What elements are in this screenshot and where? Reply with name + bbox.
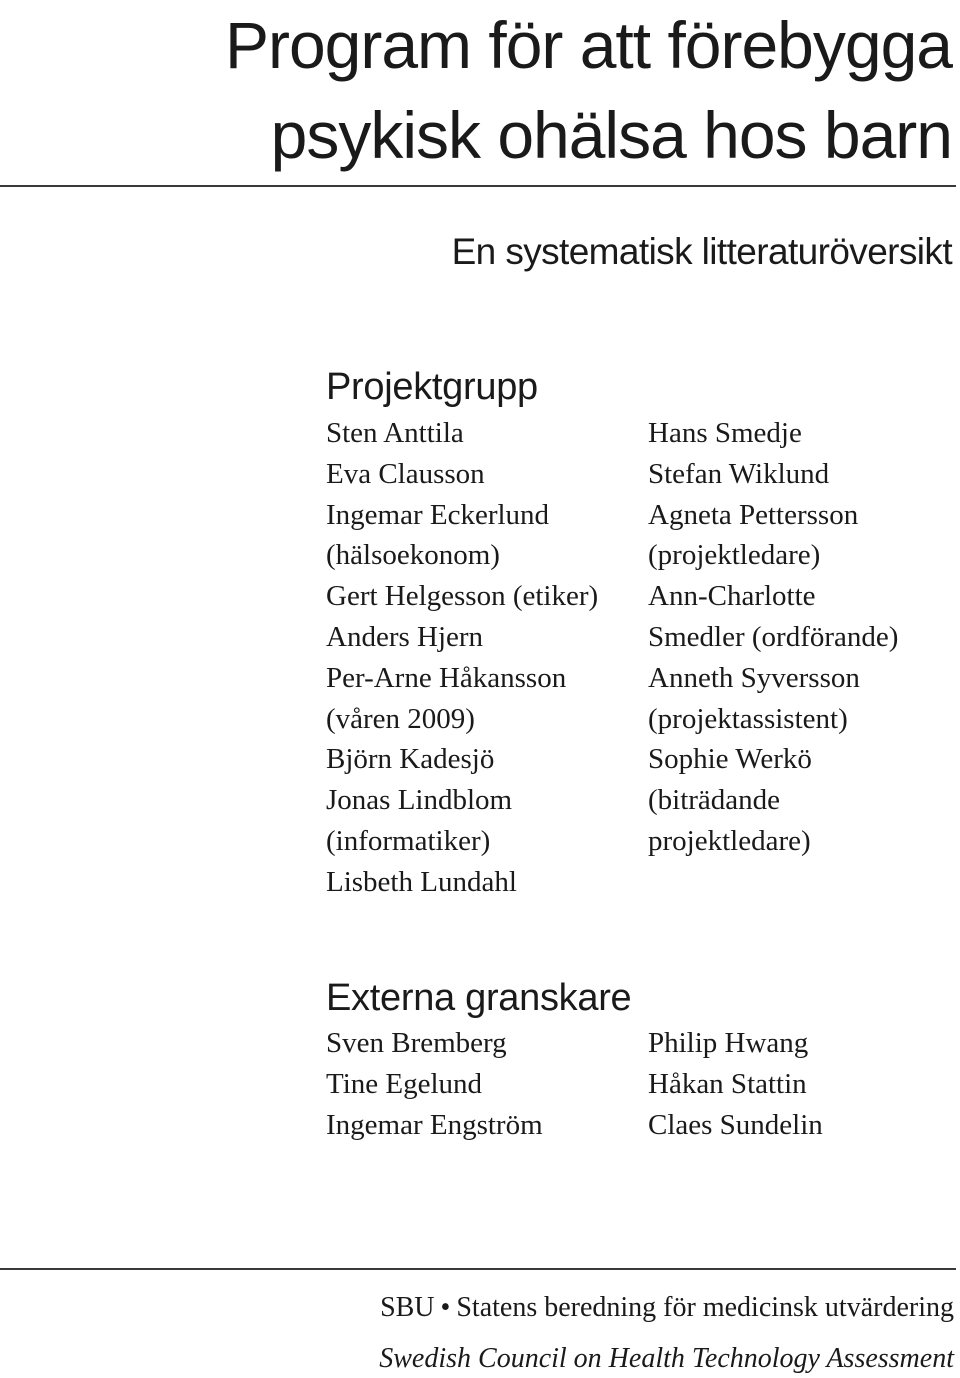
member-line: Stefan Wiklund xyxy=(648,457,830,490)
externa-granskare-right-column xyxy=(648,1023,823,1145)
title-line-2: psykisk ohälsa hos barn xyxy=(270,98,952,172)
member-line: (våren 2009) xyxy=(326,702,475,735)
member-line: Sophie Werkö xyxy=(648,743,812,776)
org-name-swedish: Statens beredning för medicinsk utvärdering xyxy=(456,1292,954,1323)
projektgrupp-right-column xyxy=(648,413,898,862)
reviewer-line: Tine Egelund xyxy=(326,1067,483,1100)
member-line: (projektassistent) xyxy=(648,702,848,735)
member-line: (projektledare) xyxy=(648,539,821,572)
member-line: projektledare) xyxy=(648,824,811,857)
member-line: Ingemar Eckerlund xyxy=(326,498,550,531)
bottom-divider xyxy=(0,1268,956,1270)
member-line: (biträdande xyxy=(648,784,781,817)
document-title xyxy=(225,0,952,180)
externa-granskare-heading: Externa granskare xyxy=(326,977,632,1019)
org-abbreviation: SBU xyxy=(380,1292,435,1323)
member-line: Sten Anttila xyxy=(326,417,464,449)
member-line: Per-Arne Håkansson xyxy=(326,661,567,694)
member-line: Anneth Syversson xyxy=(648,661,860,694)
externa-granskare-left-column xyxy=(326,1023,543,1145)
title-line-1: Program för att förebygga xyxy=(224,8,952,82)
member-line: Gert Helgesson (etiker) xyxy=(326,580,599,613)
member-line: Agneta Pettersson xyxy=(648,498,859,531)
member-line: Björn Kadesjö xyxy=(326,743,495,776)
reviewer-line: Ingemar Engström xyxy=(326,1108,543,1141)
member-line: Lisbeth Lundahl xyxy=(326,865,517,898)
member-line: Eva Clausson xyxy=(326,457,485,490)
reviewer-line: Håkan Stattin xyxy=(648,1067,807,1100)
publisher-line xyxy=(380,1289,954,1327)
member-line: Smedler (ordförande) xyxy=(648,620,899,653)
reviewer-line: Philip Hwang xyxy=(648,1027,809,1059)
member-line: Hans Smedje xyxy=(648,417,802,449)
reviewer-line: Sven Bremberg xyxy=(326,1027,507,1059)
projektgrupp-heading: Projektgrupp xyxy=(326,366,538,408)
projektgrupp-left-column xyxy=(326,413,598,903)
bullet-separator: • xyxy=(440,1292,451,1323)
document-subtitle: En systematisk litteraturöversikt xyxy=(451,231,952,272)
top-divider xyxy=(0,185,956,187)
member-line: Jonas Lindblom xyxy=(326,784,513,817)
reviewer-line: Claes Sundelin xyxy=(648,1108,823,1141)
member-line: Ann-Charlotte xyxy=(648,580,816,613)
org-name-english: Swedish Council on Health Technology Assessment xyxy=(379,1343,954,1374)
member-line: (hälsoekonom) xyxy=(326,539,500,572)
member-line: Anders Hjern xyxy=(326,620,484,653)
member-line: (informatiker) xyxy=(326,824,491,857)
